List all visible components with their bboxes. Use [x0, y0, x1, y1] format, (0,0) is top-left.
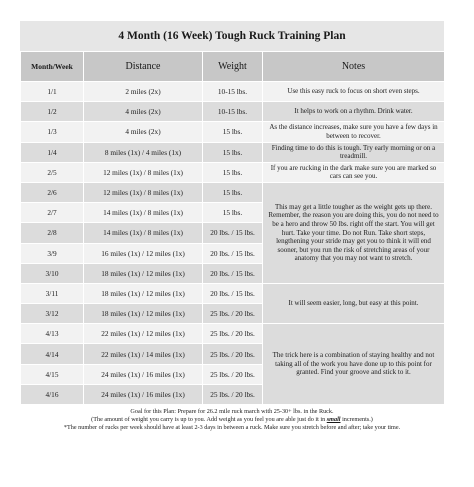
distance-cell: 12 miles (1x) / 8 miles (1x): [84, 182, 203, 202]
table-row: [21, 82, 445, 102]
week-cell: 3/12: [21, 304, 84, 324]
week-cell: 4/16: [21, 384, 84, 404]
week-cell: 1/1: [21, 82, 84, 102]
footer-rucks-note: *The number of rucks per week should have at least 2-3 days in between a ruck. Make sure you stretch before and after; take your time.: [63, 424, 401, 431]
table-row: [21, 182, 445, 202]
footer-goal: Goal for this Plan: Prepare for 26.2 mile ruck march with 25-30+ lbs. in the Ruck.: [130, 408, 334, 415]
merged-note-cell: The trick here is a combination of staying healthy and not taking all of the work you have done up to this point for granted. Find your groove and stick to it.: [263, 324, 445, 405]
weight-cell: 25 lbs. / 20 lbs.: [203, 384, 263, 404]
distance-cell: 18 miles (1x) / 12 miles (1x): [84, 283, 203, 303]
header-weight: Weight: [203, 52, 263, 82]
distance-cell: 2 miles (2x): [84, 82, 203, 102]
table-row: [21, 102, 445, 122]
footer-weight-note: [20, 416, 444, 424]
distance-cell: 16 miles (1x) / 12 miles (1x): [84, 243, 203, 263]
distance-cell: 14 miles (1x) / 8 miles (1x): [84, 203, 203, 223]
distance-cell: 18 miles (1x) / 12 miles (1x): [84, 304, 203, 324]
table-row: [21, 162, 445, 182]
week-cell: 2/7: [21, 203, 84, 223]
note-cell: Use this easy ruck to focus on short even steps.: [263, 82, 445, 102]
weight-cell: 25 lbs. / 20 lbs.: [203, 344, 263, 364]
distance-cell: 4 miles (2x): [84, 122, 203, 142]
weight-cell: 15 lbs.: [203, 162, 263, 182]
week-cell: 1/4: [21, 142, 84, 162]
table-row: [21, 142, 445, 162]
header-notes: Notes: [263, 52, 445, 82]
distance-cell: 12 miles (1x) / 8 miles (1x): [84, 162, 203, 182]
page-title: 4 Month (16 Week) Tough Ruck Training Plan: [20, 20, 444, 51]
note-cell: As the distance increases, make sure you have a few days in between to recover.: [263, 122, 445, 142]
week-cell: 4/14: [21, 344, 84, 364]
week-cell: 2/8: [21, 223, 84, 243]
footer-weight-pre: (The amount of weight you carry is up to you. Add weight as you feel you are able just do it in: [91, 416, 327, 423]
week-cell: 4/13: [21, 324, 84, 344]
header-week: Month/Week: [21, 52, 84, 82]
week-cell: 1/3: [21, 122, 84, 142]
week-cell: 1/2: [21, 102, 84, 122]
weight-cell: 15 lbs.: [203, 142, 263, 162]
header-distance: Distance: [84, 52, 203, 82]
weight-cell: 25 lbs. / 20 lbs.: [203, 304, 263, 324]
distance-cell: 24 miles (1x) / 16 miles (1x): [84, 384, 203, 404]
week-cell: 4/15: [21, 364, 84, 384]
training-plan-sheet: [20, 20, 444, 432]
distance-cell: 22 miles (1x) / 14 miles (1x): [84, 344, 203, 364]
distance-cell: 22 miles (1x) / 12 miles (1x): [84, 324, 203, 344]
weight-cell: 25 lbs. / 20 lbs.: [203, 364, 263, 384]
table-row: [21, 324, 445, 344]
note-cell: It helps to work on a rhythm. Drink water.: [263, 102, 445, 122]
week-cell: 3/11: [21, 283, 84, 303]
weight-cell: 25 lbs. / 20 lbs.: [203, 324, 263, 344]
weight-cell: 20 lbs. / 15 lbs.: [203, 223, 263, 243]
week-cell: 2/6: [21, 182, 84, 202]
distance-cell: 4 miles (2x): [84, 102, 203, 122]
table-row: [21, 283, 445, 303]
weight-cell: 20 lbs. / 15 lbs.: [203, 263, 263, 283]
footer: [20, 408, 444, 432]
distance-cell: 14 miles (1x) / 8 miles (1x): [84, 223, 203, 243]
weight-cell: 20 lbs. / 15 lbs.: [203, 283, 263, 303]
weight-cell: 15 lbs.: [203, 182, 263, 202]
table-row: [21, 122, 445, 142]
note-cell: If you are rucking in the dark make sure you are marked so cars can see you.: [263, 162, 445, 182]
distance-cell: 18 miles (1x) / 12 miles (1x): [84, 263, 203, 283]
weight-cell: 15 lbs.: [203, 122, 263, 142]
weight-cell: 10-15 lbs.: [203, 82, 263, 102]
distance-cell: 24 miles (1x) / 16 miles (1x): [84, 364, 203, 384]
footer-weight-post: increments.): [340, 416, 373, 423]
merged-note-cell: This may get a little tougher as the weight gets up there. Remember, the reason you are doing this, you do not need to be a hero and throw 50 lbs. right off the start. You will get hurt. Take your time. Do not Run. Take short steps, lengthening your stride may get you to think it will end sooner, but you run the risk of stretching areas of your anatomy that you may not want to stretch.: [263, 182, 445, 283]
weight-cell: 10-15 lbs.: [203, 102, 263, 122]
note-cell: Finding time to do this is tough. Try early morning or on a treadmill.: [263, 142, 445, 162]
week-cell: 3/9: [21, 243, 84, 263]
merged-note-cell: It will seem easier, long, but easy at this point.: [263, 283, 445, 323]
week-cell: 3/10: [21, 263, 84, 283]
week-cell: 2/5: [21, 162, 84, 182]
footer-weight-emphasis: small: [326, 416, 341, 423]
weight-cell: 20 lbs. / 15 lbs.: [203, 243, 263, 263]
weight-cell: 15 lbs.: [203, 203, 263, 223]
distance-cell: 8 miles (1x) / 4 miles (1x): [84, 142, 203, 162]
training-table: [20, 51, 445, 405]
header-row: [21, 52, 445, 82]
